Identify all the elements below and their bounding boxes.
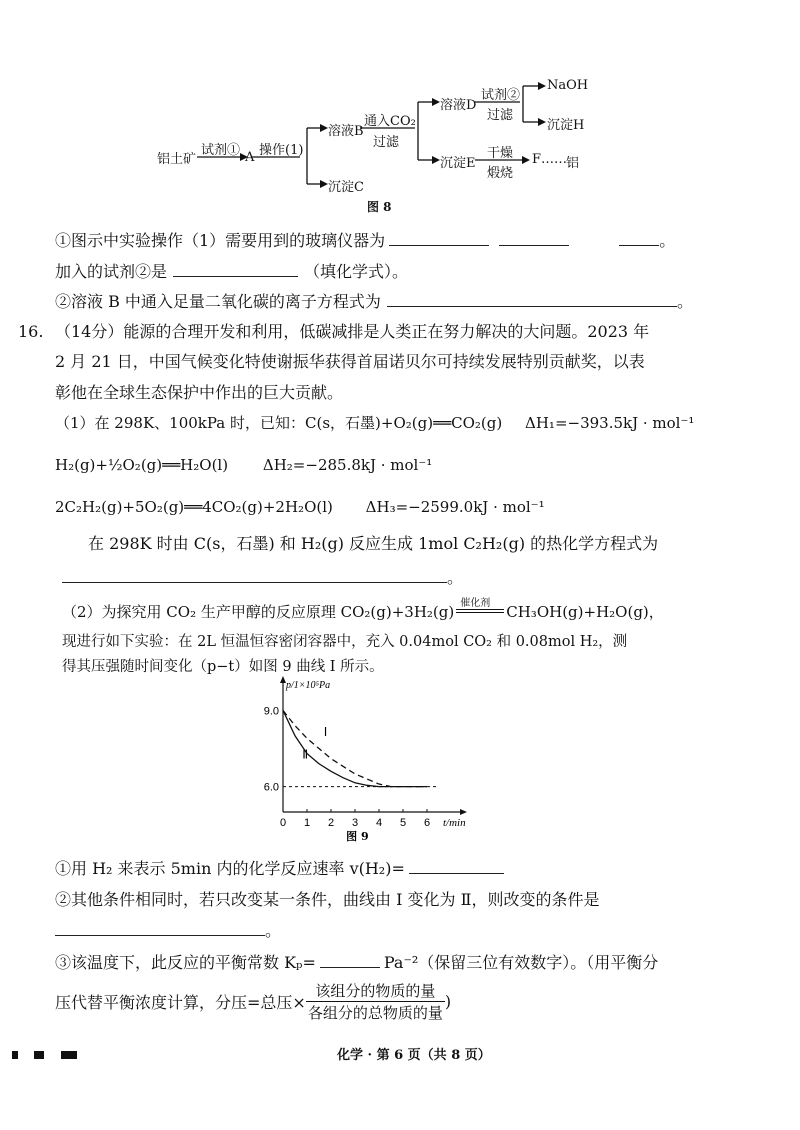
q16-part-1-line-3 (55, 498, 545, 516)
x-axis-arrow (460, 809, 467, 815)
delta-h-2: ΔH₂=−285.8kJ · mol⁻¹ (262, 456, 433, 474)
x-tick-label: 1 (303, 817, 311, 829)
q16-part-1-intro: （1）在 298K、100kPa 时，已知： (55, 414, 305, 432)
q16-part-2-products: CH₃OH(g)+H₂O(g)， (506, 603, 664, 621)
x-tick-label: 0 (279, 817, 287, 829)
answer-blank[interactable] (389, 231, 489, 246)
q15-line-2 (55, 259, 408, 282)
label-dots: …… (541, 152, 567, 167)
q-d-text-2: ) (444, 992, 452, 1011)
q16-part-1-answer-line (62, 565, 463, 588)
fraction-numerator: 该组分的物质的量 (306, 980, 445, 1002)
node-precipitate-h: 沉淀H (547, 118, 585, 133)
equation-2: H₂(g)+½O₂(g)══H₂O(l) (55, 456, 229, 474)
q16-part-2-q-d (55, 980, 451, 1023)
answer-blank[interactable] (173, 262, 298, 277)
catalyst-arrow (454, 598, 506, 617)
q16-part-1-line-1 (55, 412, 694, 433)
q16-number: 16. (18, 322, 44, 341)
answer-blank[interactable] (320, 953, 380, 968)
q16-part-2-q-a (55, 856, 504, 879)
fraction-denominator: 各组分的总物质的量 (307, 1004, 443, 1022)
answer-blank[interactable] (619, 231, 659, 246)
label-co2: 通入CO₂ (364, 114, 416, 129)
q16-part-1-question: 在 298K 时由 C(s，石墨) 和 H₂(g) 反应生成 1mol C₂H₂(g) 的热化学方程式为 (88, 534, 659, 553)
q16-part-2-q-b-answer (55, 918, 281, 941)
q15-line-3-text: ②溶液 B 中通入足量二氧化碳的离子方程式为 (55, 292, 381, 311)
series-label-2: Ⅱ (302, 747, 309, 762)
equation-1: C(s，石墨)+O₂(g)══CO₂(g) (305, 414, 503, 432)
label-reagent-2: 试剂② (481, 88, 521, 103)
flow-diagram-figure-8 (0, 0, 800, 215)
y-tick-label: 6.0 (263, 781, 279, 794)
x-tick-label: 6 (423, 817, 431, 829)
node-a: A (245, 150, 255, 165)
node-bauxite: 铝土矿 (157, 152, 197, 167)
chart-caption: 图 9 (346, 830, 369, 843)
delta-h-3: ΔH₃=−2599.0kJ · mol⁻¹ (365, 498, 545, 516)
y-axis-label: p/1×10⁵Pa (286, 680, 331, 691)
label-filter-2: 过滤 (487, 108, 514, 123)
x-tick-label: 3 (351, 817, 359, 829)
q-b-end: 。 (265, 921, 282, 940)
q15-line-3-end: 。 (676, 292, 693, 311)
answer-blank[interactable] (55, 921, 265, 936)
q15-line-2-end: （填化学式）。 (304, 262, 409, 281)
page-footer: 化学 · 第 6 页（共 8 页） (337, 1048, 491, 1063)
footer-mark (12, 1051, 18, 1059)
equation-3: 2C₂H₂(g)+5O₂(g)══4CO₂(g)+2H₂O(l) (55, 498, 333, 516)
q-d-text-1: 压代替平衡浓度计算，分压=总压× (55, 993, 306, 1012)
q16-intro-3: 彰他在全球生态保护中作出的巨大贡献。 (55, 383, 344, 402)
q15-line-1 (55, 228, 675, 251)
label-operation-1: 操作(1) (259, 143, 304, 158)
node-solution-b: 溶液B (328, 124, 364, 139)
q15-line-3 (55, 289, 693, 312)
node-precipitate-e: 沉淀E (440, 156, 476, 171)
x-tick-label: 4 (375, 817, 383, 829)
q15-line-1-text: ①图示中实验操作（1）需要用到的玻璃仪器为 (55, 231, 386, 250)
q-c-text-2: Pa⁻²（保留三位有效数字）。（用平衡分 (383, 953, 659, 972)
series-label-1: Ⅰ (323, 724, 328, 739)
q16-intro-2: 2 月 21 日，中国气候变化特使谢振华获得首届诺贝尔可持续发展特别贡献奖，以表 (55, 352, 645, 371)
y-tick-label: 9.0 (263, 705, 279, 718)
footer-mark (34, 1051, 44, 1059)
answer-blank[interactable] (499, 231, 569, 246)
figure-8-caption: 图 8 (367, 200, 392, 214)
label-reagent-1: 试剂① (201, 143, 241, 158)
answer-blank[interactable] (62, 568, 447, 583)
footer-mark (61, 1051, 77, 1059)
x-axis-label: t/min (443, 817, 466, 829)
label-calcine: 煅烧 (487, 166, 514, 181)
q15-line-1-end: 。 (659, 231, 676, 250)
q16-part-1-end: 。 (447, 568, 464, 587)
answer-blank[interactable] (387, 292, 677, 307)
q-a-text: ①用 H₂ 来表示 5min 内的化学反应速率 v(H₂)= (55, 859, 405, 878)
q15-line-2-text: 加入的试剂②是 (55, 262, 168, 281)
x-tick-label: 5 (399, 817, 407, 829)
q16-part-1-line-2 (55, 456, 432, 474)
q16-intro-line-1 (18, 319, 649, 342)
node-solution-d: 溶液D (440, 98, 477, 113)
label-dry: 干燥 (487, 146, 514, 161)
catalyst-label: 催化剂 (460, 598, 491, 609)
q-c-text-1: ③该温度下，此反应的平衡常数 Kₚ= (55, 953, 316, 972)
node-aluminum: 铝 (566, 156, 580, 171)
node-precipitate-c: 沉淀C (328, 180, 364, 195)
answer-blank[interactable] (409, 859, 504, 874)
partial-pressure-fraction (306, 980, 445, 1023)
label-filter-1: 过滤 (373, 135, 400, 150)
q16-part-2-q-b: ②其他条件相同时，若只改变某一条件，曲线由 Ⅰ 变化为 Ⅱ，则改变的条件是 (55, 890, 600, 909)
q16-part-2-line-2: 现进行如下实验：在 2L 恒温恒容密闭容器中，充入 0.04mol CO₂ 和 0.08mol H₂，测 (62, 634, 628, 650)
node-naoh: NaOH (547, 78, 589, 93)
node-f: F (532, 152, 542, 167)
pressure-time-chart (250, 675, 490, 845)
delta-h-1: ΔH₁=−393.5kJ · mol⁻¹ (525, 414, 695, 432)
q16-part-2-q-c (55, 950, 658, 973)
q16-intro-1: （14分）能源的合理开发和利用，低碳减排是人类正在努力解决的大问题。2023 年 (55, 322, 650, 341)
q16-part-2-line-3: 得其压强随时间变化（p−t）如图 9 曲线 Ⅰ 所示。 (62, 659, 384, 675)
x-tick-label: 2 (327, 817, 335, 829)
q16-part-2-reaction: （2）为探究用 CO₂ 生产甲醇的反应原理 CO₂(g)+3H₂(g) (62, 603, 455, 621)
q16-part-2-line-1 (62, 598, 664, 622)
